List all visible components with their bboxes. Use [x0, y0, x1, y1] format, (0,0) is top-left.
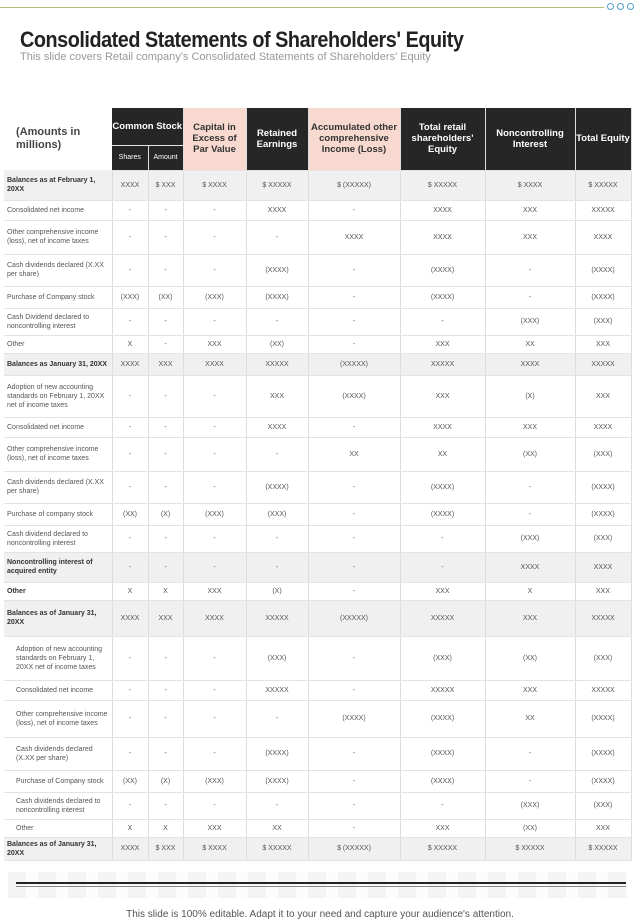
circle-icon [617, 3, 624, 10]
cell-value: XXX [400, 335, 485, 353]
divider [16, 886, 626, 887]
cell-value: (X) [148, 503, 183, 525]
cell-value: - [183, 254, 246, 286]
cell-value: $ XXXX [183, 170, 246, 200]
table-row [4, 792, 631, 819]
cell-value: XXX [400, 582, 485, 600]
cell-value: - [148, 700, 183, 737]
cell-value: - [485, 286, 575, 308]
table-row [4, 437, 631, 471]
cell-value: - [183, 636, 246, 680]
cell-value: XXXX [246, 417, 308, 437]
cell-value: - [183, 737, 246, 770]
cell-value: - [148, 308, 183, 335]
cell-value: (XXXX) [308, 700, 400, 737]
cell-value: X [485, 582, 575, 600]
cell-value: (XXX) [246, 503, 308, 525]
cell-value: $ XXX [148, 837, 183, 860]
cell-value: - [308, 525, 400, 552]
row-label: Other comprehensive income (loss), net of income taxes [4, 220, 112, 254]
table-row [4, 552, 631, 582]
cell-value: (XXX) [575, 792, 631, 819]
cell-value: - [148, 220, 183, 254]
cell-value: XXX [183, 335, 246, 353]
cell-value: XX [308, 437, 400, 471]
cell-value: XXXXX [400, 353, 485, 375]
cell-value: (XXX) [575, 636, 631, 680]
cell-value: - [183, 220, 246, 254]
cell-value: - [112, 220, 148, 254]
cell-value: - [485, 503, 575, 525]
cell-value: (XXX) [183, 770, 246, 792]
top-accent-line [0, 7, 604, 8]
cell-value: - [112, 700, 148, 737]
cell-value: (XXXX) [575, 770, 631, 792]
amounts-header: (Amounts in millions) [4, 108, 112, 170]
cell-value: - [148, 636, 183, 680]
cell-value: - [400, 525, 485, 552]
cell-value: - [308, 471, 400, 503]
table-row [4, 770, 631, 792]
cell-value: - [183, 437, 246, 471]
cell-value: (X) [485, 375, 575, 417]
cell-value: $ XXXXX [485, 837, 575, 860]
cell-value: - [183, 680, 246, 700]
row-label: Balances as of January 31, 20XX [4, 600, 112, 636]
cell-value: - [112, 437, 148, 471]
retained-earnings-header: Retained Earnings [246, 108, 308, 170]
cell-value: XXX [183, 582, 246, 600]
decorative-dots [607, 3, 634, 10]
shares-header: Shares [112, 145, 148, 170]
cell-value: - [308, 254, 400, 286]
cell-value: $ XXXX [485, 170, 575, 200]
cell-value: XXXXX [575, 600, 631, 636]
cell-value: (XX) [485, 437, 575, 471]
page-subtitle: This slide covers Retail company's Consolidated Statements of Shareholders' Equity [20, 51, 431, 63]
cell-value: (XX) [112, 770, 148, 792]
cell-value: (XXXX) [246, 737, 308, 770]
cell-value: - [308, 286, 400, 308]
cell-value: X [112, 582, 148, 600]
cell-value: - [148, 254, 183, 286]
cell-value: - [246, 700, 308, 737]
table-row [4, 582, 631, 600]
table-row [4, 700, 631, 737]
table-row [4, 308, 631, 335]
cell-value: $ (XXXXX) [308, 170, 400, 200]
cell-value: (XX) [148, 286, 183, 308]
cell-value: - [148, 552, 183, 582]
cell-value: XXXX [575, 417, 631, 437]
cell-value: (XXX) [575, 437, 631, 471]
row-label: Purchase of Company stock [4, 770, 112, 792]
cell-value: - [485, 770, 575, 792]
cell-value: (XXXX) [575, 700, 631, 737]
cell-value: - [308, 200, 400, 220]
row-label: Purchase of company stock [4, 503, 112, 525]
cell-value: (XXX) [485, 525, 575, 552]
cell-value: XXX [400, 375, 485, 417]
table-row [4, 471, 631, 503]
table-row [4, 200, 631, 220]
table-row [4, 600, 631, 636]
row-label: Consolidated net income [4, 417, 112, 437]
cell-value: $ XXX [148, 170, 183, 200]
cell-value: (XXXX) [246, 471, 308, 503]
cell-value: (XXXXX) [308, 600, 400, 636]
cell-value: XXXXX [575, 680, 631, 700]
cell-value: - [246, 525, 308, 552]
cell-value: XXXX [400, 200, 485, 220]
footer-note: This slide is 100% editable. Adapt it to your need and capture your audience's attention. [126, 909, 514, 920]
cell-value: (XXXX) [246, 286, 308, 308]
cell-value: - [112, 254, 148, 286]
table-row [4, 503, 631, 525]
table-row [4, 837, 631, 860]
cell-value: $ XXXXX [246, 837, 308, 860]
cell-value: (XXX) [183, 286, 246, 308]
cell-value: - [183, 792, 246, 819]
row-label: Other comprehensive income (loss), net of income taxes [4, 437, 112, 471]
cell-value: - [183, 417, 246, 437]
cell-value: $ XXXXX [400, 837, 485, 860]
cell-value: - [485, 471, 575, 503]
cell-value: - [246, 552, 308, 582]
noncontrolling-header: Noncontrolling Interest [485, 108, 575, 170]
cell-value: XXXXX [400, 600, 485, 636]
row-label: Cash dividends declared to noncontrolling interest [4, 792, 112, 819]
cell-value: XXXX [112, 600, 148, 636]
cell-value: - [148, 375, 183, 417]
cell-value: (XXXX) [246, 254, 308, 286]
cell-value: - [112, 636, 148, 680]
cell-value: - [112, 308, 148, 335]
cell-value: XX [246, 819, 308, 837]
cell-value: (XXXX) [400, 770, 485, 792]
table-row [4, 353, 631, 375]
cell-value: - [148, 737, 183, 770]
cell-value: XXXXX [246, 353, 308, 375]
cell-value: (XXXXX) [308, 353, 400, 375]
cell-value: - [112, 792, 148, 819]
cell-value: XXXX [400, 417, 485, 437]
row-label: Other [4, 335, 112, 353]
cell-value: (X) [148, 770, 183, 792]
cell-value: (XXXX) [400, 503, 485, 525]
decorative-icon-strip [8, 872, 628, 898]
cell-value: XXX [485, 220, 575, 254]
cell-value: XXX [485, 417, 575, 437]
row-label: Cash dividend declared to noncontrolling interest [4, 525, 112, 552]
cell-value: - [308, 417, 400, 437]
cell-value: XXXXX [400, 680, 485, 700]
cell-value: - [183, 471, 246, 503]
cell-value: - [308, 503, 400, 525]
cell-value: - [112, 375, 148, 417]
cell-value: (XXXX) [400, 700, 485, 737]
cell-value: XXX [148, 600, 183, 636]
accumulated-income-header: Accumulated other comprehensive Income (Loss) [308, 108, 400, 170]
cell-value: (XXX) [400, 636, 485, 680]
cell-value: XXXX [485, 552, 575, 582]
cell-value: - [148, 200, 183, 220]
cell-value: XXX [400, 819, 485, 837]
cell-value: XXXXX [246, 600, 308, 636]
cell-value: (XX) [485, 819, 575, 837]
cell-value: - [308, 792, 400, 819]
capital-header: Capital in Excess of Par Value [183, 108, 246, 170]
cell-value: (XXX) [485, 792, 575, 819]
equity-table [4, 108, 632, 861]
row-label: Adoption of new accounting standards on February 1, 20XX net of income taxes [4, 375, 112, 417]
divider [16, 882, 626, 884]
cell-value: - [148, 525, 183, 552]
table-row [4, 335, 631, 353]
cell-value: - [148, 335, 183, 353]
cell-value: X [148, 582, 183, 600]
cell-value: (XXXX) [400, 471, 485, 503]
row-label: Consolidated net income [4, 200, 112, 220]
cell-value: (XXX) [183, 503, 246, 525]
cell-value: XXXX [485, 353, 575, 375]
cell-value: - [308, 335, 400, 353]
cell-value: - [183, 525, 246, 552]
cell-value: XXXX [575, 220, 631, 254]
cell-value: - [183, 308, 246, 335]
table-row [4, 170, 631, 200]
cell-value: (XX) [112, 503, 148, 525]
cell-value: - [485, 737, 575, 770]
table-row [4, 636, 631, 680]
cell-value: - [112, 680, 148, 700]
cell-value: XXXX [112, 353, 148, 375]
cell-value: X [112, 819, 148, 837]
page-title: Consolidated Statements of Shareholders' Equity [20, 27, 464, 52]
cell-value: - [308, 770, 400, 792]
table-row [4, 819, 631, 837]
cell-value: (XXXX) [575, 471, 631, 503]
cell-value: - [148, 680, 183, 700]
cell-value: XX [485, 335, 575, 353]
row-label: Balances as of January 31, 20XX [4, 837, 112, 860]
cell-value: - [308, 582, 400, 600]
table-row [4, 220, 631, 254]
cell-value: - [308, 552, 400, 582]
cell-value: - [148, 437, 183, 471]
total-equity-header: Total Equity [575, 108, 631, 170]
cell-value: - [183, 200, 246, 220]
cell-value: - [246, 792, 308, 819]
circle-icon [627, 3, 634, 10]
cell-value: XXX [575, 582, 631, 600]
cell-value: XXXX [308, 220, 400, 254]
cell-value: - [112, 471, 148, 503]
cell-value: - [148, 471, 183, 503]
cell-value: - [148, 417, 183, 437]
cell-value: - [308, 308, 400, 335]
row-label: Noncontrolling interest of acquired entity [4, 552, 112, 582]
cell-value: X [112, 335, 148, 353]
row-label: Balances as at February 1, 20XX [4, 170, 112, 200]
amount-header: Amount [148, 145, 183, 170]
table-row [4, 375, 631, 417]
cell-value: - [183, 375, 246, 417]
cell-value: XXXX [112, 170, 148, 200]
cell-value: XXX [575, 819, 631, 837]
cell-value: XXXX [575, 552, 631, 582]
table-row [4, 254, 631, 286]
table-row [4, 737, 631, 770]
cell-value: - [246, 308, 308, 335]
cell-value: (XXXX) [400, 286, 485, 308]
row-label: Other comprehensive income (loss), net of income taxes [4, 700, 112, 737]
cell-value: (XXXX) [575, 254, 631, 286]
cell-value: XXX [575, 375, 631, 417]
cell-value: (XXXX) [575, 286, 631, 308]
cell-value: (XX) [246, 335, 308, 353]
cell-value: $ XXXXX [246, 170, 308, 200]
cell-value: XXX [485, 200, 575, 220]
row-label: Cash dividends declared (X.XX per share) [4, 471, 112, 503]
cell-value: XXX [148, 353, 183, 375]
cell-value: - [308, 680, 400, 700]
cell-value: XXXX [183, 600, 246, 636]
cell-value: X [148, 819, 183, 837]
cell-value: XXX [183, 819, 246, 837]
row-label: Cash dividends declared (X.XX per share) [4, 737, 112, 770]
cell-value: XXX [485, 680, 575, 700]
total-retail-header: Total retail shareholders' Equity [400, 108, 485, 170]
cell-value: (XXXX) [400, 737, 485, 770]
cell-value: (XXX) [112, 286, 148, 308]
cell-value: - [148, 792, 183, 819]
circle-icon [607, 3, 614, 10]
cell-value: $ XXXXX [575, 837, 631, 860]
cell-value: XX [400, 437, 485, 471]
cell-value: (XXX) [575, 308, 631, 335]
cell-value: XXX [485, 600, 575, 636]
cell-value: $ (XXXXX) [308, 837, 400, 860]
cell-value: XXXX [112, 837, 148, 860]
cell-value: (XXXX) [400, 254, 485, 286]
cell-value: - [400, 552, 485, 582]
table-row [4, 286, 631, 308]
cell-value: (XXXX) [246, 770, 308, 792]
cell-value: - [112, 525, 148, 552]
cell-value: XXX [246, 375, 308, 417]
cell-value: XX [485, 700, 575, 737]
cell-value: XXXX [183, 353, 246, 375]
row-label: Purchase of Company stock [4, 286, 112, 308]
cell-value: XXXX [400, 220, 485, 254]
cell-value: - [183, 700, 246, 737]
row-label: Other [4, 582, 112, 600]
cell-value: - [246, 437, 308, 471]
cell-value: XXX [575, 335, 631, 353]
cell-value: XXXXX [575, 353, 631, 375]
row-label: Adoption of new accounting standards on February 1, 20XX net of income taxes [4, 636, 112, 680]
common-stock-header: Common Stock [112, 108, 183, 145]
cell-value: - [246, 220, 308, 254]
cell-value: (XXXX) [575, 737, 631, 770]
cell-value: - [112, 552, 148, 582]
cell-value: (XXX) [575, 525, 631, 552]
cell-value: (XXXX) [308, 375, 400, 417]
cell-value: - [485, 254, 575, 286]
cell-value: XXXXX [575, 200, 631, 220]
cell-value: - [308, 819, 400, 837]
cell-value: (X) [246, 582, 308, 600]
row-label: Cash Dividend declared to noncontrolling interest [4, 308, 112, 335]
cell-value: (XX) [485, 636, 575, 680]
cell-value: (XXX) [246, 636, 308, 680]
cell-value: $ XXXX [183, 837, 246, 860]
table-row [4, 680, 631, 700]
cell-value: - [308, 636, 400, 680]
row-label: Other [4, 819, 112, 837]
cell-value: $ XXXXX [400, 170, 485, 200]
cell-value: - [112, 737, 148, 770]
cell-value: XXXXX [246, 680, 308, 700]
cell-value: - [183, 552, 246, 582]
cell-value: - [308, 737, 400, 770]
cell-value: - [112, 417, 148, 437]
table-row [4, 417, 631, 437]
cell-value: - [400, 308, 485, 335]
cell-value: (XXXX) [575, 503, 631, 525]
table-row [4, 525, 631, 552]
cell-value: (XXX) [485, 308, 575, 335]
row-label: Consolidated net income [4, 680, 112, 700]
cell-value: XXXX [246, 200, 308, 220]
row-label: Balances as January 31, 20XX [4, 353, 112, 375]
cell-value: $ XXXXX [575, 170, 631, 200]
cell-value: - [112, 200, 148, 220]
row-label: Cash dividends declared (X.XX per share) [4, 254, 112, 286]
cell-value: - [400, 792, 485, 819]
